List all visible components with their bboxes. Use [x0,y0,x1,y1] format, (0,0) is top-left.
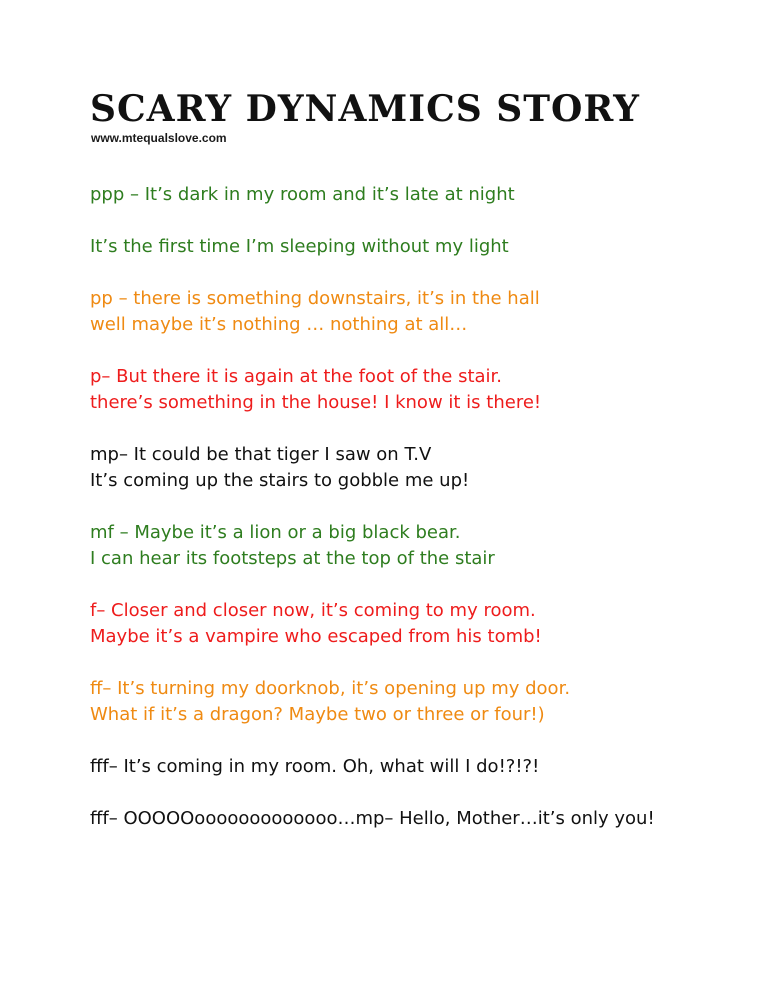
story-line-dragon: What if it’s a dragon? Maybe two or three or four!) [90,704,545,725]
website-url: www.mtequalslove.com [91,131,227,145]
story-line-first-time: It’s the first time I’m sleeping without my light [90,236,509,257]
story-line-house: there’s something in the house! I know it is there! [90,392,542,413]
story-line-mp: mp– It could be that tiger I saw on T.V [90,444,432,465]
story-line-mf: mf – Maybe it’s a lion or a big black bear. [90,522,461,543]
story-line-fff-room: fff– It’s coming in my room. Oh, what will I do!?!?! [90,756,540,777]
document-title: SCARY DYNAMICS STORY [90,88,640,130]
story-line-p: p– But there it is again at the foot of the stair. [90,366,503,387]
story-line-footsteps: I can hear its footsteps at the top of the stair [90,548,495,569]
story-line-f: f– Closer and closer now, it’s coming to my room. [90,600,536,621]
story-line-fff-mother: fff– OOOOOooooooooooooo…mp– Hello, Mother…it’s only you! [90,808,655,829]
story-line-nothing: well maybe it’s nothing … nothing at all… [90,314,468,335]
story-line-stairs: It’s coming up the stairs to gobble me up! [90,470,470,491]
story-line-ff: ff– It’s turning my doorknob, it’s opening up my door. [90,678,571,699]
story-line-pp: pp – there is something downstairs, it’s in the hall [90,288,540,309]
story-line-ppp: ppp – It’s dark in my room and it’s late at night [90,184,515,205]
story-line-vampire: Maybe it’s a vampire who escaped from his tomb! [90,626,542,647]
